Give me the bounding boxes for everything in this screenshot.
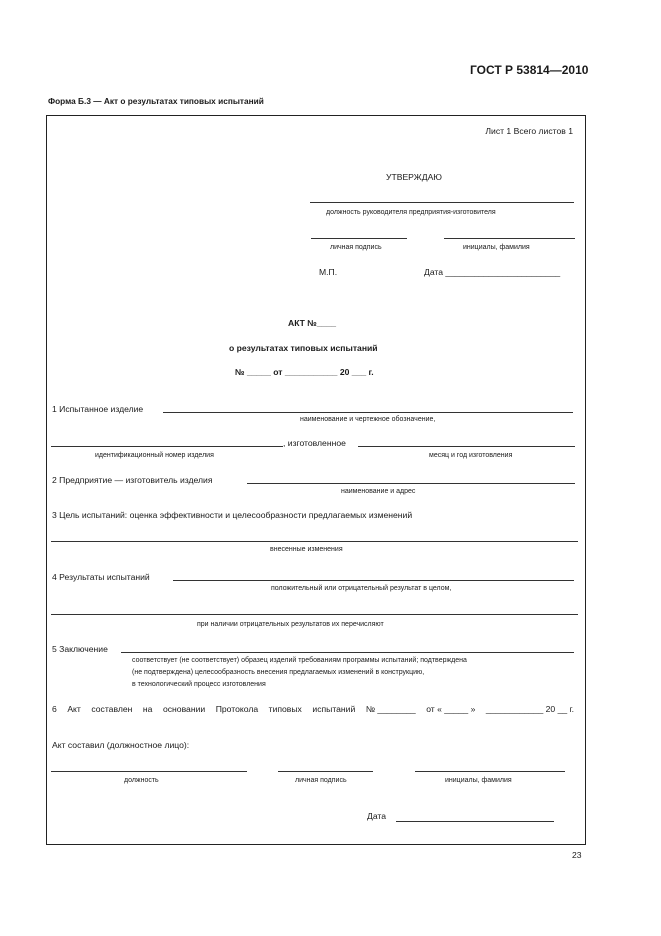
section-1-manufactured: , изготовленное [283, 438, 346, 448]
approval-position-line [310, 202, 574, 203]
section-5-label: 5 Заключение [52, 644, 108, 654]
section-6-word: основании [162, 704, 206, 714]
sheet-info: Лист 1 Всего листов 1 [485, 126, 573, 136]
section-6-word: 6 [52, 704, 57, 714]
act-number-line: № _____ от ___________ 20 ___ г. [235, 367, 374, 377]
section-3-line [51, 541, 578, 542]
section-4-line [173, 580, 574, 581]
section-1-id-caption: идентификационный номер изделия [95, 452, 214, 459]
section-1-label: 1 Испытанное изделие [52, 404, 144, 414]
section-1-product-line [163, 412, 573, 413]
section-4-caption-2: при наличии отрицательных результатов их перечисляют [197, 621, 384, 628]
section-3-label: 3 Цель испытаний: оценка эффективности и целесообразности предлагаемых изменений [52, 510, 413, 520]
section-6-word: Акт [67, 704, 81, 714]
compiler-signature-caption: личная подпись [295, 777, 347, 784]
section-2-label: 2 Предприятие — изготовитель изделия [52, 475, 213, 485]
act-title: АКТ №____ [288, 318, 337, 328]
approval-name-line [444, 238, 575, 239]
section-2-caption: наименование и адрес [341, 488, 416, 495]
section-6-word: ____________ 20 __ г. [485, 704, 574, 714]
section-6-word: типовых [268, 704, 302, 714]
form-frame [46, 115, 586, 845]
section-2-line [247, 483, 575, 484]
section-4-caption: положительный или отрицательный результат в целом, [271, 585, 452, 592]
compiler-date-line [396, 821, 554, 822]
compiler-position-caption: должность [124, 777, 159, 784]
section-4-line-2 [51, 614, 578, 615]
section-3-caption: внесенные изменения [270, 546, 343, 553]
page-number: 23 [572, 850, 582, 860]
compiler-date-label: Дата [367, 811, 387, 821]
section-4-label: 4 Результаты испытаний [52, 572, 150, 582]
section-1-date-caption: месяц и год изготовления [429, 452, 513, 459]
section-6-word: № ________ [365, 704, 416, 714]
approval-position-caption: должность руководителя предприятия-изготовителя [326, 209, 496, 216]
act-subtitle: о результатах типовых испытаний [229, 343, 378, 353]
compiler-position-line [51, 771, 247, 772]
section-5-note-2: (не подтверждена) целесообразность внесения предлагаемых изменений в конструкцию, [132, 669, 425, 676]
section-6-word: от « _____ » [426, 704, 476, 714]
section-6-word: Протокола [215, 704, 259, 714]
section-1-id-line [51, 446, 283, 447]
section-5-note-1: соответствует (не соответствует) образец изделий требованиям программы испытаний; подтверждена [132, 657, 467, 664]
approval-date: Дата ________________________ [424, 267, 561, 277]
compiler-signature-line [278, 771, 373, 772]
approval-signature-caption: личная подпись [330, 244, 382, 251]
stamp-label: М.П. [319, 267, 338, 277]
section-6-word: составлен [91, 704, 133, 714]
section-6-word: испытаний [312, 704, 356, 714]
form-title: Форма Б.3 — Акт о результатах типовых испытаний [48, 96, 264, 106]
approval-title: УТВЕРЖДАЮ [386, 172, 442, 182]
approval-name-caption: инициалы, фамилия [463, 244, 530, 251]
section-1-caption: наименование и чертежное обозначение, [300, 416, 436, 423]
section-5-line [121, 652, 574, 653]
approval-signature-line [311, 238, 407, 239]
compiler-name-caption: инициалы, фамилия [445, 777, 512, 784]
section-1-date-line [358, 446, 575, 447]
compiler-label: Акт составил (должностное лицо): [52, 740, 190, 750]
compiler-name-line [415, 771, 565, 772]
section-6-line [52, 704, 574, 714]
section-5-note-3: в технологический процесс изготовления [132, 681, 266, 688]
section-6-word: на [142, 704, 153, 714]
standard-code: ГОСТ Р 53814—2010 [470, 63, 589, 77]
